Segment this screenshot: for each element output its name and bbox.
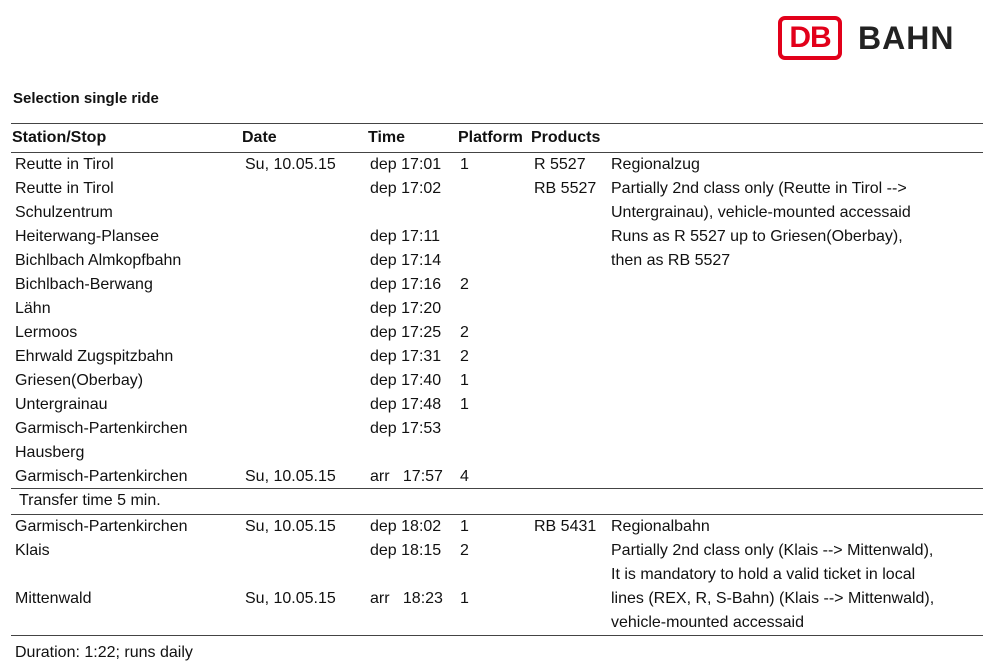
- cell-platform: 1: [460, 156, 469, 173]
- cell-station: Griesen(Oberbay): [15, 372, 144, 389]
- cell-date: Su, 10.05.15: [245, 468, 336, 485]
- cell-station: Klais: [15, 542, 50, 559]
- cell-info: vehicle-mounted accessaid: [611, 614, 804, 631]
- cell-time: arr 17:57: [370, 468, 443, 485]
- cell-platform: 4: [460, 468, 469, 485]
- cell-station: Garmisch-Partenkirchen: [15, 420, 188, 437]
- cell-product: R 5527: [534, 156, 586, 173]
- header-platform: Platform: [458, 129, 523, 146]
- cell-station: Bichlbach-Berwang: [15, 276, 153, 293]
- cell-time: dep 17:16: [370, 276, 442, 293]
- cell-station: Heiterwang-Plansee: [15, 228, 160, 245]
- cell-info: Regionalbahn: [611, 518, 710, 535]
- header-products: Products: [531, 129, 601, 146]
- cell-info: then as RB 5527: [611, 252, 731, 269]
- cell-time: dep 17:31: [370, 348, 442, 365]
- db-logo-icon: [778, 16, 842, 60]
- cell-station: Untergrainau: [15, 396, 108, 413]
- cell-time: dep 17:11: [370, 228, 440, 245]
- cell-station: Mittenwald: [15, 590, 92, 607]
- cell-time: arr 18:23: [370, 590, 443, 607]
- cell-time: dep 17:53: [370, 420, 442, 437]
- cell-time: dep 18:15: [370, 542, 442, 559]
- cell-product: RB 5527: [534, 180, 597, 197]
- header-date: Date: [242, 129, 277, 146]
- cell-time: dep 17:14: [370, 252, 442, 269]
- cell-station: Garmisch-Partenkirchen: [15, 468, 188, 485]
- cell-platform: 1: [460, 372, 469, 389]
- cell-time: dep 18:02: [370, 518, 442, 535]
- header-station: Station/Stop: [12, 129, 107, 146]
- header-bottom-divider: [11, 152, 983, 153]
- cell-station: Bichlbach Almkopfbahn: [15, 252, 182, 269]
- cell-time: dep 17:40: [370, 372, 442, 389]
- db-logo-text: DB: [789, 21, 831, 54]
- cell-platform: 1: [460, 518, 469, 535]
- cell-station: Hausberg: [15, 444, 85, 461]
- cell-date: Su, 10.05.15: [245, 156, 336, 173]
- cell-info: Runs as R 5527 up to Griesen(Oberbay),: [611, 228, 903, 245]
- cell-station: Reutte in Tirol: [15, 180, 114, 197]
- cell-station: Lermoos: [15, 324, 78, 341]
- cell-platform: 2: [460, 348, 469, 365]
- cell-date: Su, 10.05.15: [245, 518, 336, 535]
- cell-info: Partially 2nd class only (Reutte in Tirol -->: [611, 180, 907, 197]
- cell-product: RB 5431: [534, 518, 597, 535]
- footer-divider: [11, 635, 983, 636]
- cell-platform: 2: [460, 324, 469, 341]
- cell-platform: 1: [460, 396, 469, 413]
- cell-time: dep 17:25: [370, 324, 442, 341]
- cell-info: It is mandatory to hold a valid ticket in local: [611, 566, 916, 583]
- header-top-divider: [11, 123, 983, 124]
- cell-station: Lähn: [15, 300, 51, 317]
- cell-info: lines (REX, R, S-Bahn) (Klais --> Mittenwald),: [611, 590, 935, 607]
- cell-info: Untergrainau), vehicle-mounted accessaid: [611, 204, 911, 221]
- transfer-bottom-divider: [11, 514, 983, 515]
- cell-platform: 2: [460, 542, 469, 559]
- cell-info: Partially 2nd class only (Klais --> Mittenwald),: [611, 542, 934, 559]
- section-title: Selection single ride: [13, 90, 159, 107]
- db-bahn-logo: [778, 16, 954, 60]
- transfer-top-divider: [11, 488, 983, 489]
- bahn-wordmark: BAHN: [858, 19, 955, 56]
- cell-time: dep 17:48: [370, 396, 442, 413]
- cell-info: Regionalzug: [611, 156, 700, 173]
- cell-time: dep 17:20: [370, 300, 442, 317]
- cell-station: Garmisch-Partenkirchen: [15, 518, 188, 535]
- cell-platform: 1: [460, 590, 469, 607]
- cell-time: dep 17:01: [370, 156, 442, 173]
- duration-text: Duration: 1:22; runs daily: [15, 644, 193, 661]
- transfer-time: Transfer time 5 min.: [19, 492, 161, 509]
- header-time: Time: [368, 129, 406, 146]
- cell-platform: 2: [460, 276, 469, 293]
- cell-time: dep 17:02: [370, 180, 442, 197]
- cell-station: Reutte in Tirol: [15, 156, 114, 173]
- cell-station: Ehrwald Zugspitzbahn: [15, 348, 174, 365]
- cell-date: Su, 10.05.15: [245, 590, 336, 607]
- cell-station: Schulzentrum: [15, 204, 113, 221]
